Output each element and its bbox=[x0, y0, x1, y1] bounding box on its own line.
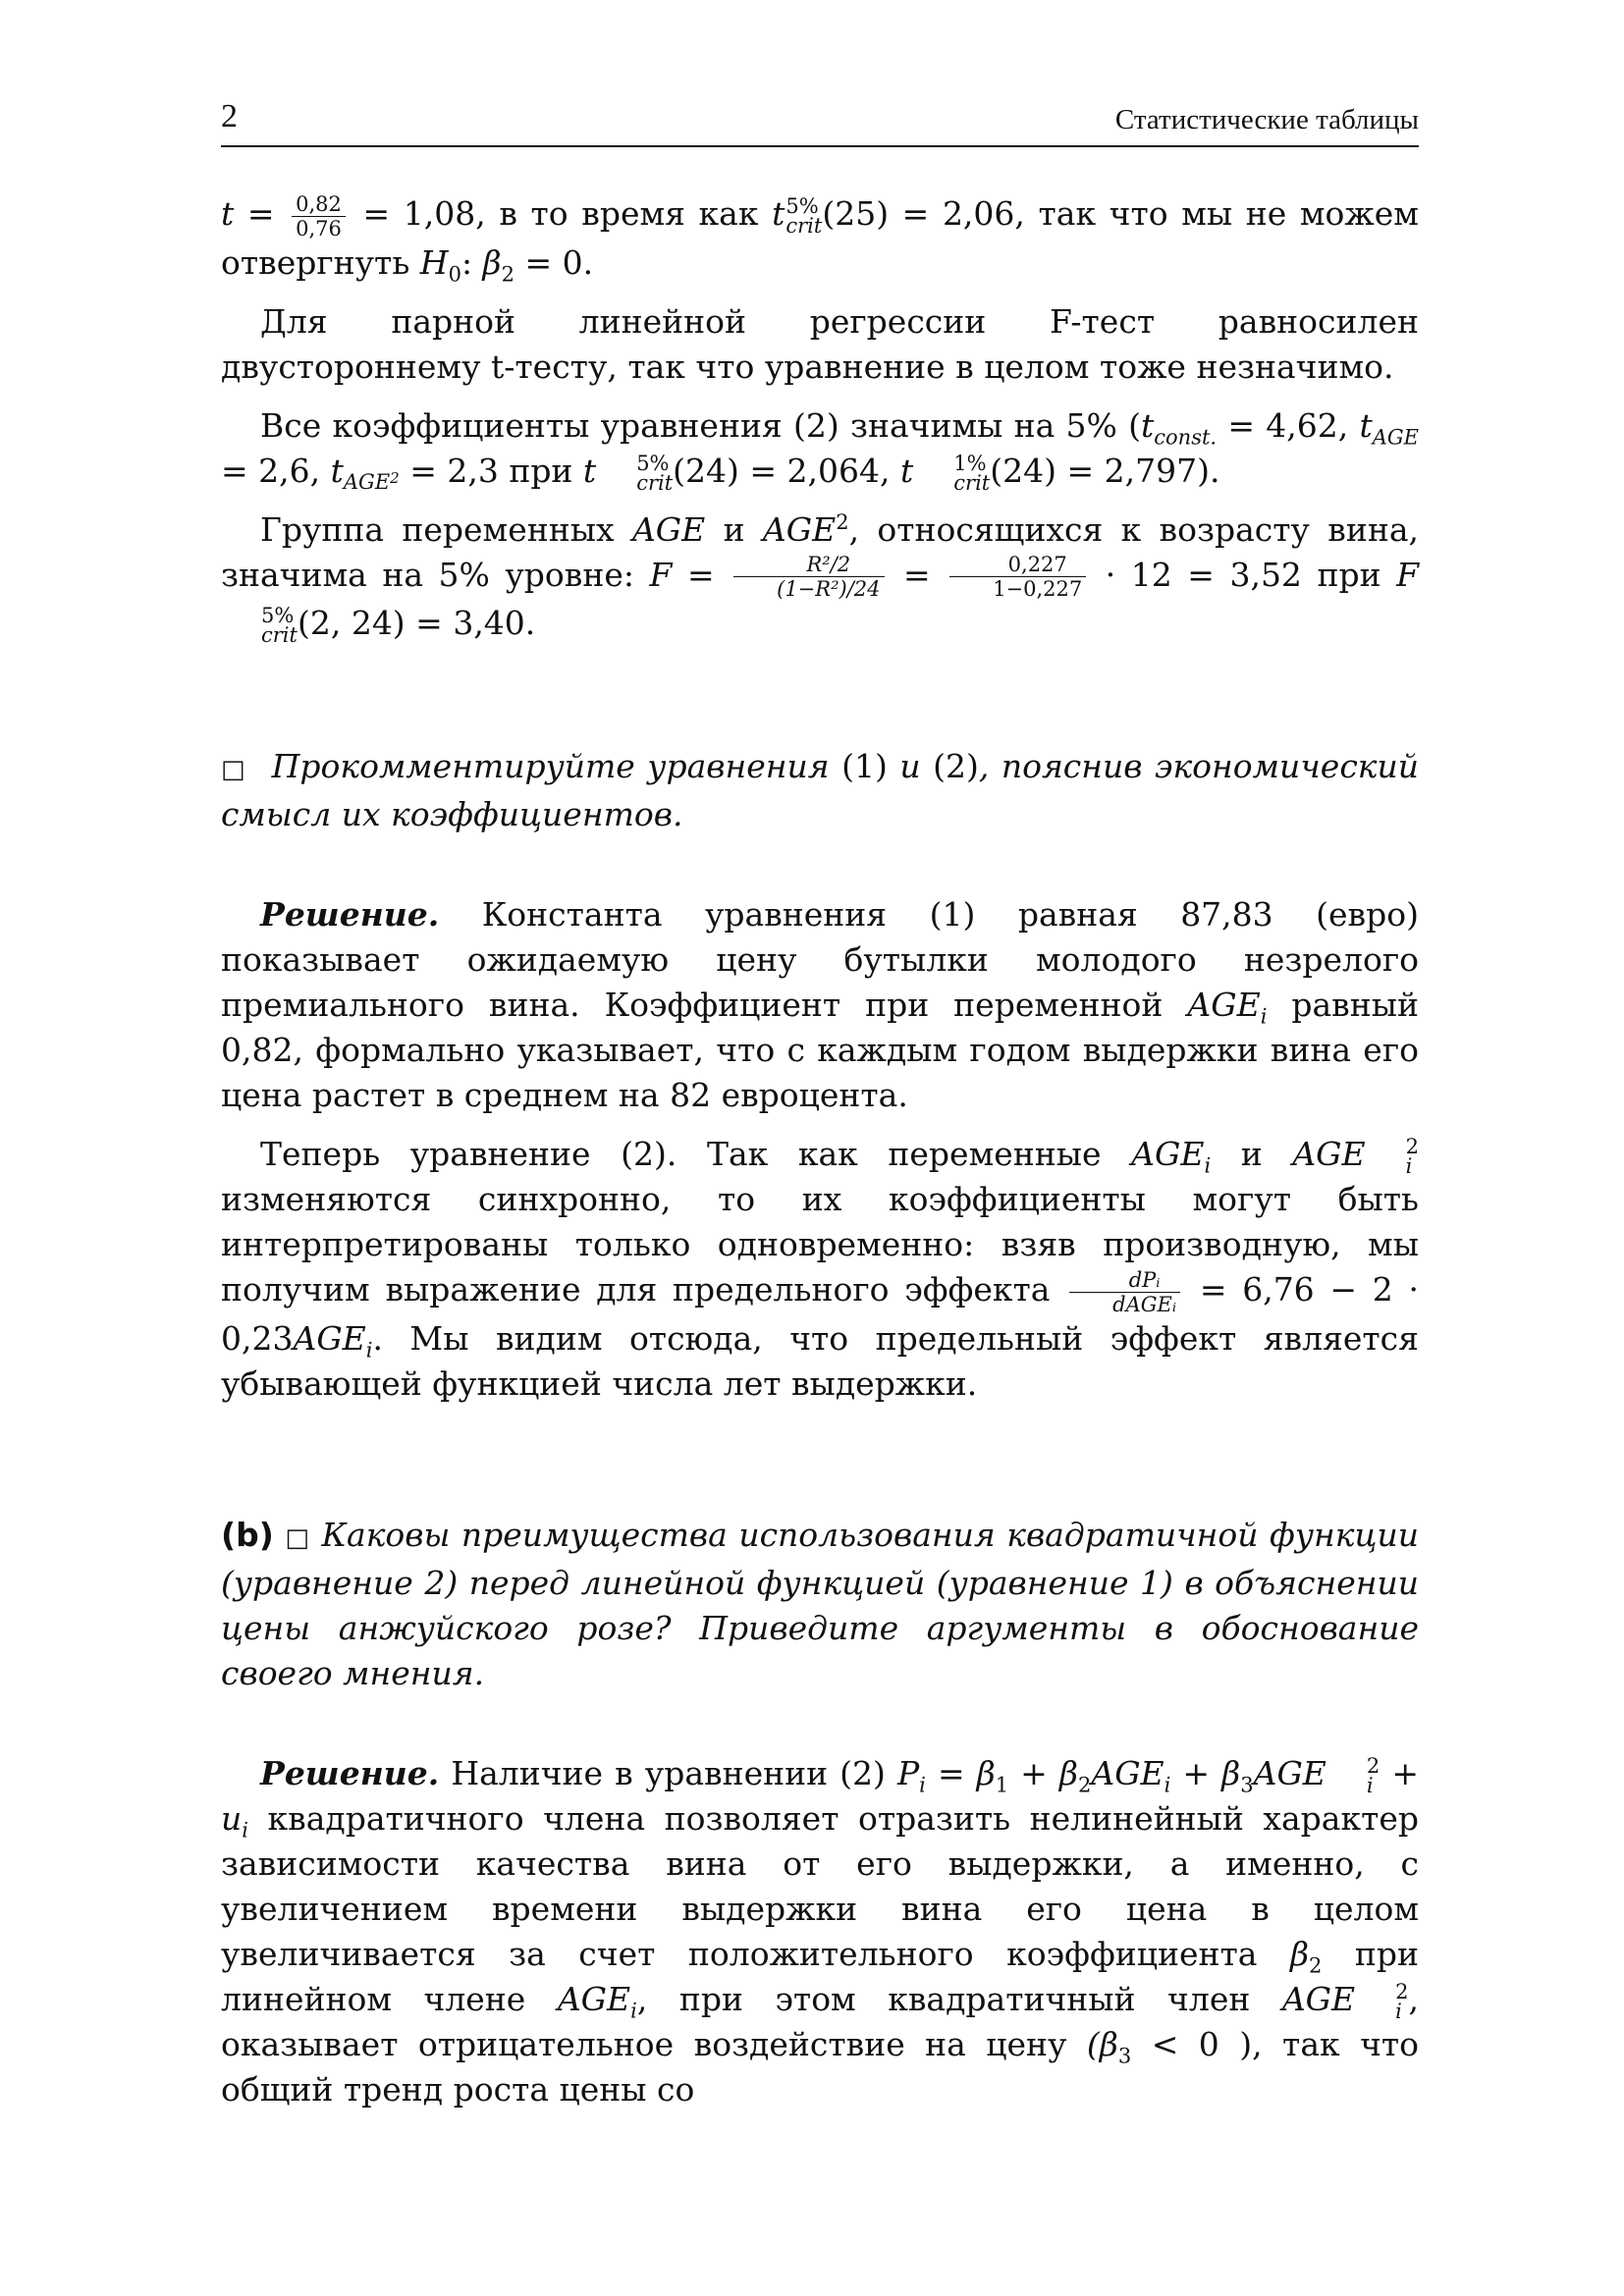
fraction-f-formula: $\frac{\text{R²/2}}{\text{(1−R²)/24}}$ bbox=[733, 553, 884, 601]
solution-label: Решение. bbox=[260, 895, 440, 934]
page-number: 2 bbox=[221, 98, 238, 134]
checkbox-icon: □ bbox=[221, 755, 247, 784]
fraction-t-value: $\frac{0,82}{0,76}$ bbox=[292, 192, 346, 240]
page-header bbox=[221, 98, 1419, 147]
task-comment-equations: □ Прокомментируйте уравнения (1) и (2), пояснив экономический смысл их коэффициентов. bbox=[221, 747, 1420, 833]
running-title: Статистические таблицы bbox=[1114, 104, 1419, 135]
solution-b: Решение. Наличие в уравнении (2) $P_i = \beta_1 + \beta_2AGE_i + \beta_3AGE$ 2 i + $u_i$ квадратичного члена позволяет отразить нелинейный характер зависимости качества вина от его выдержки, а именно, с увеличением времени выдержки вина его цена в целом увеличивается за счет положительного коэффициента $\beta_2$ при линейном члене $AGE_i$, при этом квадратичный член AGE 2 i , оказывает отрицательное воздействие на цену ($\beta_3 < 0$ ), так что общий тренд роста цены со bbox=[221, 1753, 1420, 2109]
solution-label: Решение. bbox=[260, 1753, 440, 1792]
fraction-derivative: $\frac{\text{dPᵢ}}{\text{dAGEᵢ}}$ bbox=[1069, 1268, 1180, 1316]
paragraph-f-test: Для парной линейной регрессии F-тест равносилен двустороннему t-тесту, так что уравнение в целом тоже незначимо. bbox=[221, 301, 1419, 386]
page-body bbox=[221, 191, 1419, 2112]
paragraph-group-f-test: Группа переменных AGE и AGE$^2$, относящихся к возрасту вина, значима на 5% уровне: F = $\frac{\text{R²/2}}{\text{(1−R²)/24}}$ = $\frac{0,227}{1-0,227}$ · 12 = 3,52 при F 5% crit (2, 24) = 3,40. bbox=[221, 509, 1419, 647]
paragraph-t-test-result: t = $\frac{0,82}{0,76}$ = 1,08, в то время как t 5% crit (25) = 2,06, так что мы не можем отвергнуть $H_0$: $\beta_2 = 0$. bbox=[221, 191, 1419, 287]
solution-1-continued: Теперь уравнение (2). Так как переменные $AGE_i$ и AGE 2 i изменяются синхронно, то их коэффициенты могут быть интерпретированы только одновременно: взяв производную, мы получим выражение для предельного эффекта $\frac{\text{dPᵢ}}{\text{dAGEᵢ}}$ = $6,76 - 2 \cdot 0,23AGE_i$. Мы видим отсюда, что предельный эффект является убывающей функцией числа лет выдержки. bbox=[221, 1135, 1419, 1403]
part-b-label: (b) bbox=[221, 1515, 274, 1554]
solution-1: Решение. Константа уравнения (1) равная 87,83 (евро) показывает ожидаемую цену бутылки молодого незрелого премиального вина. Коэффициент при переменной $AGE_i$ равный 0,82, формально указывает, что с каждым годом выдержки вина его цена растет в среднем на 82 евроцента. bbox=[221, 895, 1420, 1114]
paragraph-coefficients-significant: Все коэффициенты уравнения (2) значимы на 5% ($t_{const.} = 4,62$, $t_{AGE} = 2,6$, $t_{AGE^2} = 2,3$ при t 5% crit (24) = 2,064, t 1% crit (24) = 2,797). bbox=[221, 405, 1419, 495]
fraction-f-value: $\frac{0,227}{1-0,227}$ bbox=[949, 553, 1086, 601]
task-b: (b) □ Каковы преимущества использования квадратичной функции (уравнение 2) перед линейной функцией (уравнение 1) в объяснении цены анжуйского розе? Приведите аргументы в обоснование своего мнения. bbox=[221, 1515, 1420, 1692]
checkbox-icon: □ bbox=[285, 1522, 310, 1553]
